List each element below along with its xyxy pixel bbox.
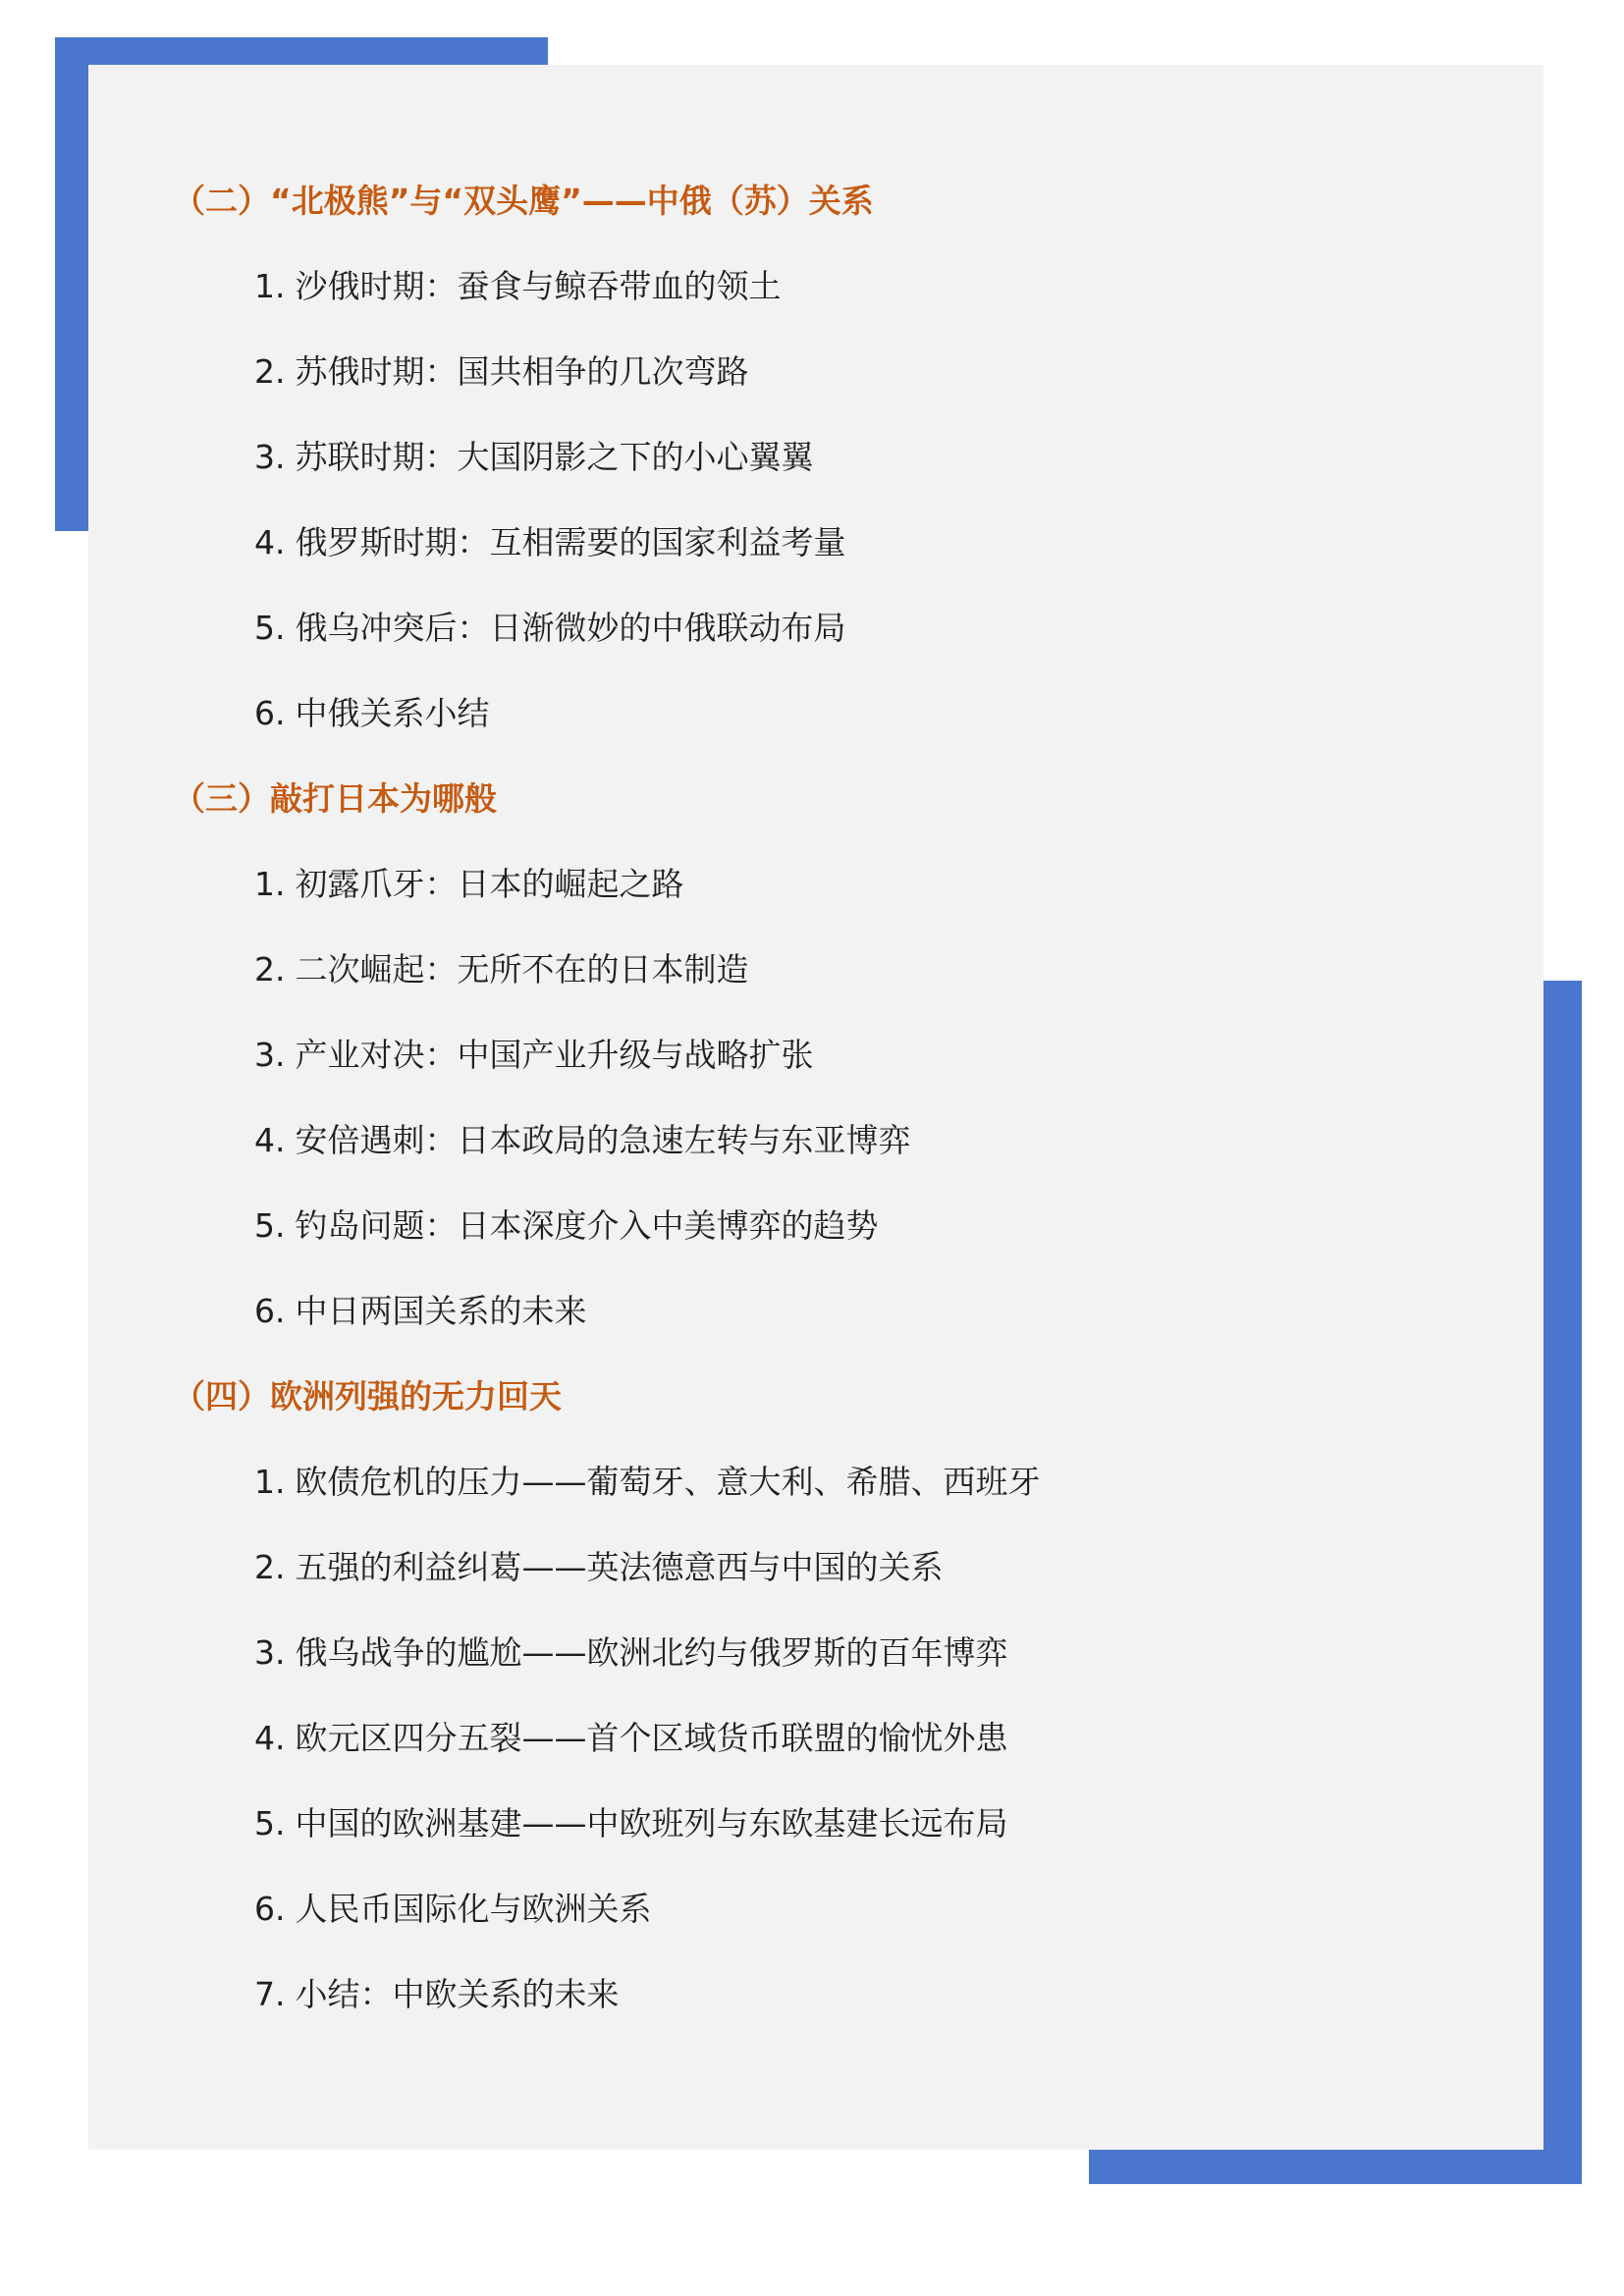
item-title: 苏俄时期：国共相争的几次弯路 <box>295 352 749 391</box>
item-title: 俄罗斯时期：互相需要的国家利益考量 <box>295 523 846 561</box>
toc-item <box>173 1192 1498 1277</box>
item-title: 钓岛问题：日本深度介入中美博弈的趋势 <box>295 1206 879 1245</box>
item-number: 4. <box>254 1719 286 1757</box>
section-heading-europe: （四）欧洲列强的无力回天 <box>173 1377 562 1415</box>
item-number: 6. <box>254 694 286 732</box>
item-title: 安倍遇刺：日本政局的急速左转与东亚博弈 <box>295 1121 911 1159</box>
item-title: 中日两国关系的未来 <box>295 1292 587 1330</box>
toc-item <box>173 338 1498 423</box>
item-number: 6. <box>254 1292 286 1330</box>
item-title: 俄乌战争的尴尬——欧洲北约与俄罗斯的百年博弈 <box>295 1633 1008 1672</box>
item-number: 6. <box>254 1890 286 1928</box>
item-title: 欧债危机的压力——葡萄牙、意大利、希腊、西班牙 <box>295 1463 1041 1501</box>
section-heading-japan: （三）敲打日本为哪般 <box>173 779 497 818</box>
item-title: 人民币国际化与欧洲关系 <box>295 1890 652 1928</box>
toc-item <box>173 935 1498 1021</box>
item-title: 二次崛起：无所不在的日本制造 <box>295 950 749 988</box>
item-title: 中国的欧洲基建——中欧班列与东欧基建长远布局 <box>295 1804 1008 1842</box>
item-number: 2. <box>254 1548 286 1586</box>
toc-item <box>173 1619 1498 1704</box>
toc-item <box>173 1875 1498 1960</box>
item-number: 4. <box>254 523 286 561</box>
item-number: 5. <box>254 1206 286 1245</box>
toc-item <box>173 1704 1498 1789</box>
item-number: 5. <box>254 609 286 647</box>
item-title: 小结：中欧关系的未来 <box>295 1975 620 2013</box>
toc-item <box>173 679 1498 765</box>
item-number: 3. <box>254 438 286 476</box>
item-number: 3. <box>254 1633 286 1672</box>
toc-item <box>173 1448 1498 1533</box>
section-heading-russia: （二）“北极熊”与“双头鹰”——中俄（苏）关系 <box>173 182 874 220</box>
item-number: 5. <box>254 1804 286 1842</box>
item-number: 3. <box>254 1036 286 1074</box>
toc-item <box>173 1533 1498 1619</box>
item-title: 俄乌冲突后：日渐微妙的中俄联动布局 <box>295 609 846 647</box>
item-number: 7. <box>254 1975 286 2013</box>
item-title: 中俄关系小结 <box>295 694 490 732</box>
item-title: 产业对决：中国产业升级与战略扩张 <box>295 1036 814 1074</box>
toc-item <box>173 508 1498 594</box>
toc-item <box>173 423 1498 508</box>
toc-item <box>173 1021 1498 1106</box>
item-title: 欧元区四分五裂——首个区域货币联盟的愉忧外患 <box>295 1719 1008 1757</box>
item-title: 苏联时期：大国阴影之下的小心翼翼 <box>295 438 814 476</box>
item-number: 2. <box>254 352 286 391</box>
item-number: 1. <box>254 1463 286 1501</box>
toc-item <box>173 850 1498 935</box>
item-number: 2. <box>254 950 286 988</box>
toc-item <box>173 1960 1498 2046</box>
item-title: 初露爪牙：日本的崛起之路 <box>295 865 684 903</box>
toc-item <box>173 252 1498 338</box>
toc-item <box>173 1277 1498 1362</box>
table-of-contents <box>173 167 1498 2046</box>
item-number: 1. <box>254 865 286 903</box>
toc-item <box>173 594 1498 679</box>
item-title: 五强的利益纠葛——英法德意西与中国的关系 <box>295 1548 944 1586</box>
toc-item <box>173 1789 1498 1875</box>
item-number: 1. <box>254 267 286 305</box>
item-title: 沙俄时期：蚕食与鲸吞带血的领土 <box>295 267 782 305</box>
item-number: 4. <box>254 1121 286 1159</box>
toc-item <box>173 1106 1498 1192</box>
